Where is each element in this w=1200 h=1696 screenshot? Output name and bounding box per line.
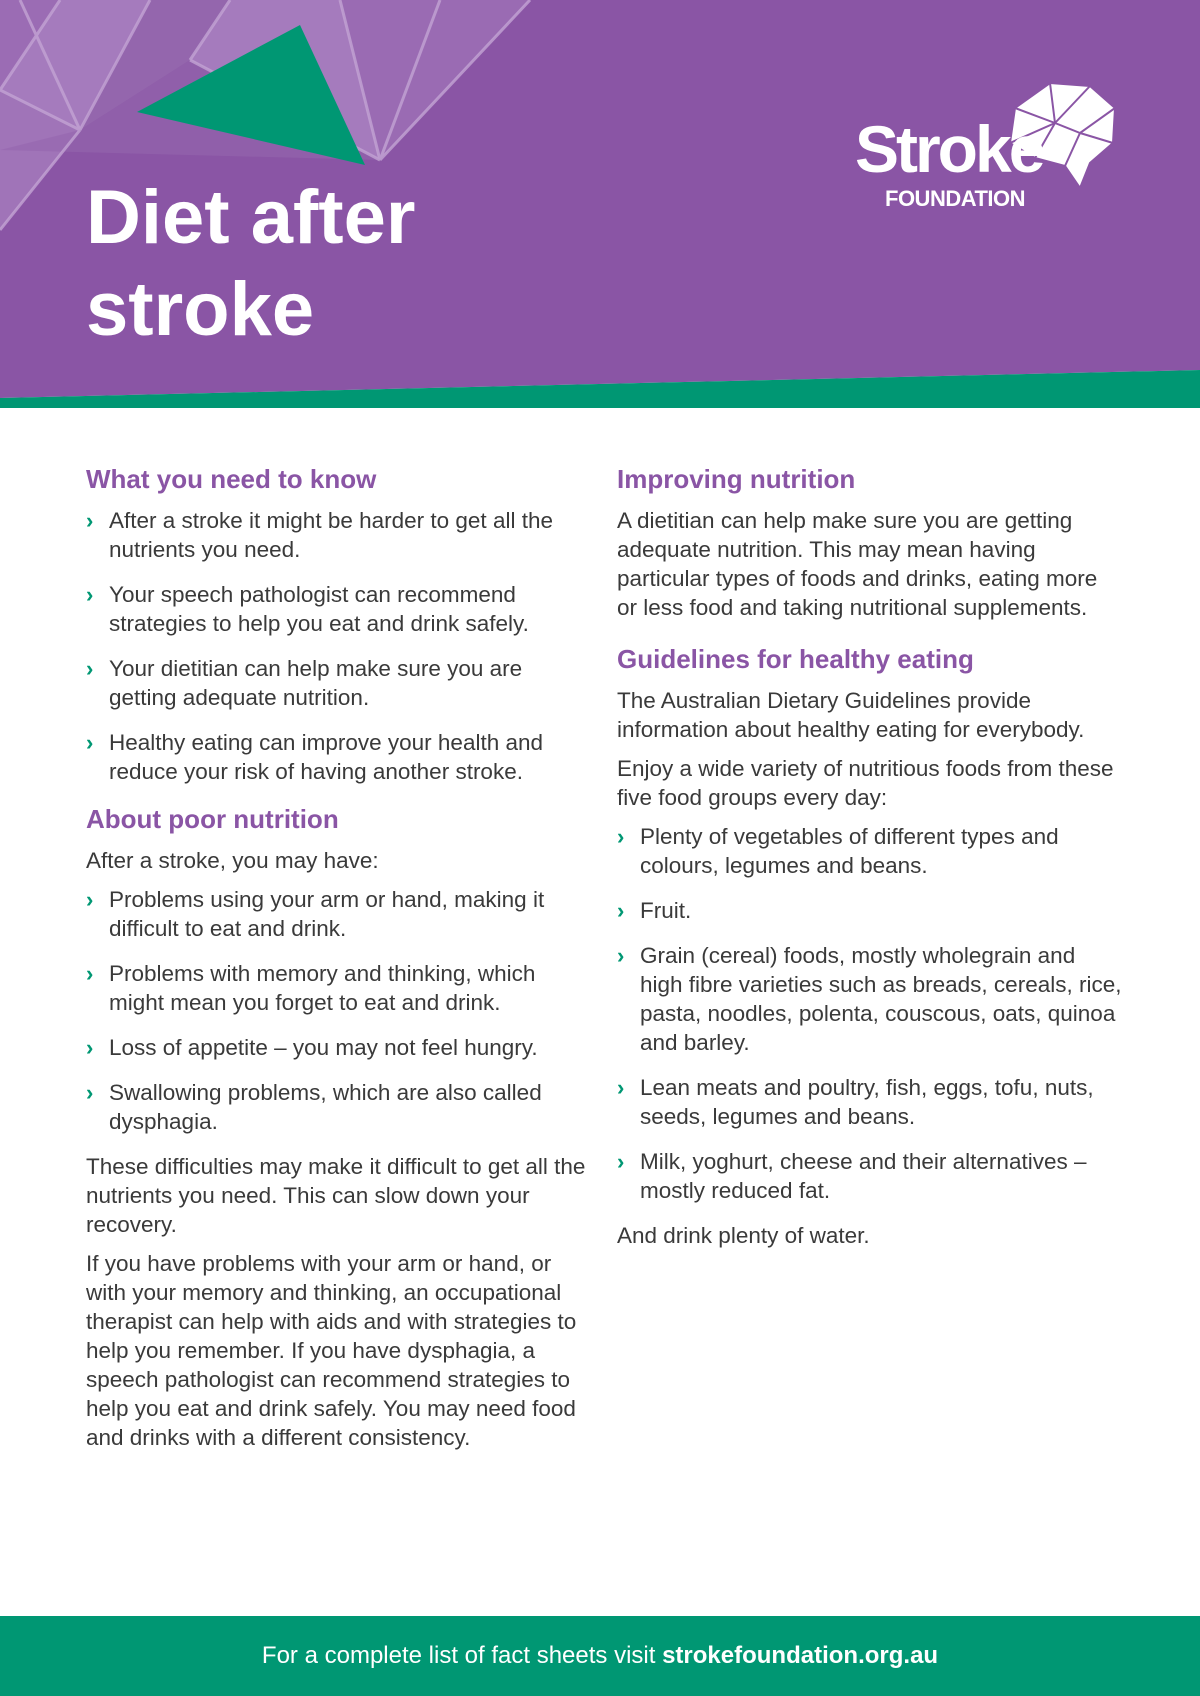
list-item-text: Problems using your arm or hand, making it difficult to eat and drink. (109, 887, 545, 941)
list-item-text: Lean meats and poultry, fish, eggs, tofu, nuts, seeds, legumes and beans. (640, 1075, 1094, 1129)
list-item (86, 580, 586, 638)
intro-text: After a stroke, you may have: (86, 848, 379, 873)
list-item-text: Fruit. (640, 898, 692, 923)
title-line-2: stroke (86, 267, 315, 352)
chevron-right-icon: › (86, 582, 94, 607)
list-item (86, 728, 586, 786)
list-item-text: Milk, yoghurt, cheese and their alternatives – mostly reduced fat. (640, 1149, 1087, 1203)
list-item (86, 1033, 586, 1062)
list-item-text: Plenty of vegetables of different types and colours, legumes and beans. (640, 824, 1059, 878)
heading-guidelines: Guidelines for healthy eating (617, 644, 974, 674)
body-paragraph: A dietitian can help make sure you are getting adequate nutrition. This may mean having particular types of foods and drinks, eating more or less food and taking nutritional supplements. (617, 508, 1098, 620)
list-item (617, 1073, 1122, 1131)
chevron-right-icon: › (86, 656, 94, 681)
list-item (86, 959, 586, 1017)
key-points-list (86, 506, 586, 786)
list-item (86, 885, 586, 943)
list-item (86, 506, 586, 564)
title-line-1: Diet after (86, 175, 416, 260)
page-header (0, 0, 1200, 410)
body-paragraph: The Australian Dietary Guidelines provide information about healthy eating for everybody. (617, 688, 1085, 742)
right-column (617, 462, 1122, 1260)
list-item-text: Your dietitian can help make sure you are getting adequate nutrition. (109, 656, 523, 710)
logo-wordmark: Stroke (855, 112, 1043, 186)
body-paragraph: These difficulties may make it difficult to get all the nutrients you need. This can slow down your recovery. (86, 1154, 586, 1237)
heading-what-you-need-to-know: What you need to know (86, 464, 377, 494)
closing-text: And drink plenty of water. (617, 1223, 870, 1248)
footer-link[interactable]: strokefoundation.org.au (662, 1642, 939, 1669)
footer-text: For a complete list of fact sheets visit (261, 1642, 663, 1669)
list-item (617, 896, 1122, 925)
chevron-right-icon: › (86, 887, 94, 912)
list-item (86, 654, 586, 712)
list-item (617, 1147, 1122, 1205)
stroke-foundation-logo (855, 78, 1125, 218)
problems-list (86, 885, 586, 1136)
chevron-right-icon: › (86, 961, 94, 986)
chevron-right-icon: › (86, 730, 94, 755)
chevron-right-icon: › (86, 1080, 94, 1105)
chevron-right-icon: › (617, 824, 625, 849)
body-paragraph: Enjoy a wide variety of nutritious foods from these five food groups every day: (617, 756, 1114, 810)
list-item-text: After a stroke it might be harder to get all the nutrients you need. (109, 508, 553, 562)
chevron-right-icon: › (617, 898, 625, 923)
list-item (86, 1078, 586, 1136)
list-item-text: Your speech pathologist can recommend strategies to help you eat and drink safely. (109, 582, 529, 636)
list-item-text: Loss of appetite – you may not feel hungry. (109, 1035, 538, 1060)
list-item (617, 941, 1122, 1057)
food-groups-list (617, 822, 1122, 1205)
list-item (617, 822, 1122, 880)
heading-about-poor-nutrition: About poor nutrition (86, 804, 339, 834)
heading-improving-nutrition: Improving nutrition (617, 464, 856, 494)
list-item-text: Swallowing problems, which are also called dysphagia. (109, 1080, 542, 1134)
chevron-right-icon: › (617, 1075, 625, 1100)
chevron-right-icon: › (617, 1149, 625, 1174)
left-column (86, 462, 586, 1462)
list-item-text: Healthy eating can improve your health and reduce your risk of having another stroke. (109, 730, 544, 784)
logo-subtitle: FOUNDATION (885, 186, 1026, 211)
page-title (86, 172, 586, 356)
chevron-right-icon: › (617, 943, 625, 968)
list-item-text: Problems with memory and thinking, which might mean you forget to eat and drink. (109, 961, 536, 1015)
list-item-text: Grain (cereal) foods, mostly wholegrain and high fibre varieties such as breads, cereals, rice, pasta, noodles, polenta, couscous, oats, quinoa and barley. (640, 943, 1122, 1055)
page-footer (0, 1616, 1200, 1696)
chevron-right-icon: › (86, 1035, 94, 1060)
chevron-right-icon: › (86, 508, 94, 533)
body-paragraph: If you have problems with your arm or hand, or with your memory and thinking, an occupational therapist can help with aids and with strategies to help you remember. If you have dysphagia, a speech pathologist can recommend strategies to help you eat and drink safely. You may need food and drinks with a different consistency. (86, 1251, 577, 1450)
